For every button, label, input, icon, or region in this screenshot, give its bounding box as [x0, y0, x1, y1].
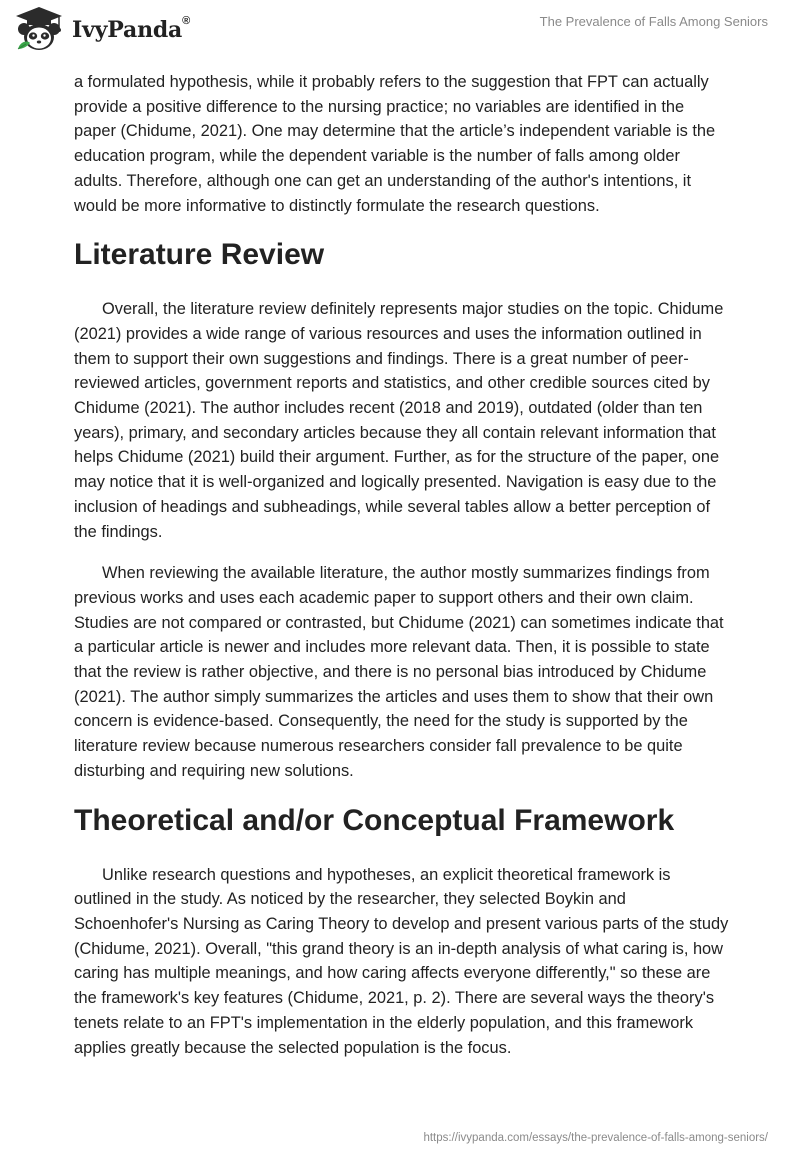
intro-paragraph: a formulated hypothesis, while it probably refers to the suggestion that FPT can actually provide a positive difference to the nursing practice; no variables are identified in the paper (Chidume, 2021). One may determine that the article’s independent variable is the education program, while the dependent variable is the number of falls among older adults. Therefore, although one can get an understanding of the author's intentions, it would be more informative to distinctly formulate the research questions. [74, 73, 716, 215]
document-title: The Prevalence of Falls Among Seniors [539, 14, 768, 29]
section-heading-literature-review: Literature Review [74, 238, 325, 272]
paragraph: Overall, the literature review definitely represents major studies on the topic. Chidume (2021) provides a wide range of various resources and uses the information outlined in them to support their own suggestions and findings. There is a great number of peer-reviewed articles, government reports and statistics, and other credible sources cited by Chidume (2021). The author includes recent (2018 and 2019), outdated (older than ten years), primary, and secondary articles because they all contain relevant information that helps Chidume (2021) build their argument. Further, as for the structure of the paper, one may notice that it is well-organized and logically presented. Navigation is easy due to the inclusion of headings and subheadings, while several tables allow a better perception of the findings. [74, 300, 724, 541]
source-url[interactable]: https://ivypanda.com/essays/the-prevalence-of-falls-among-seniors/ [423, 1132, 768, 1144]
essay-content [74, 70, 730, 1077]
panda-graduate-icon [12, 5, 66, 55]
brand-logo[interactable] [12, 5, 190, 55]
page-header [0, 0, 800, 62]
section-heading-theoretical-framework: Theoretical and/or Conceptual Framework [74, 803, 675, 837]
paragraph: When reviewing the available literature, the author mostly summarizes findings from previous works and uses each academic paper to support others and their own claim. Studies are not compared or contrasted, but Chidume (2021) can sometimes indicate that a particular article is newer and includes more relevant data. Then, it is possible to state that the review is rather objective, and there is no personal bias introduced by Chidume (2021). The author simply summarizes the articles and uses them to show that their own concern is evidence-based. Consequently, the need for the study is supported by the literature review because numerous researchers consider fall prevalence to be quite disturbing and requiring new solutions. [74, 564, 724, 780]
paragraph: Unlike research questions and hypotheses, an explicit theoretical framework is outlined in the study. As noticed by the researcher, they selected Boykin and Schoenhofer's Nursing as Caring Theory to develop and present various parts of the study (Chidume, 2021). Overall, "this grand theory is an in-depth analysis of what caring is, how caring has multiple meanings, and how caring affects everyone differently," so these are the framework's key features (Chidume, 2021, p. 2). There are several ways the theory's tenets relate to an FPT's implementation in the elderly population, and this framework applies greatly because the selected population is the focus. [74, 865, 729, 1057]
brand-name: IvyPanda® [72, 15, 191, 43]
